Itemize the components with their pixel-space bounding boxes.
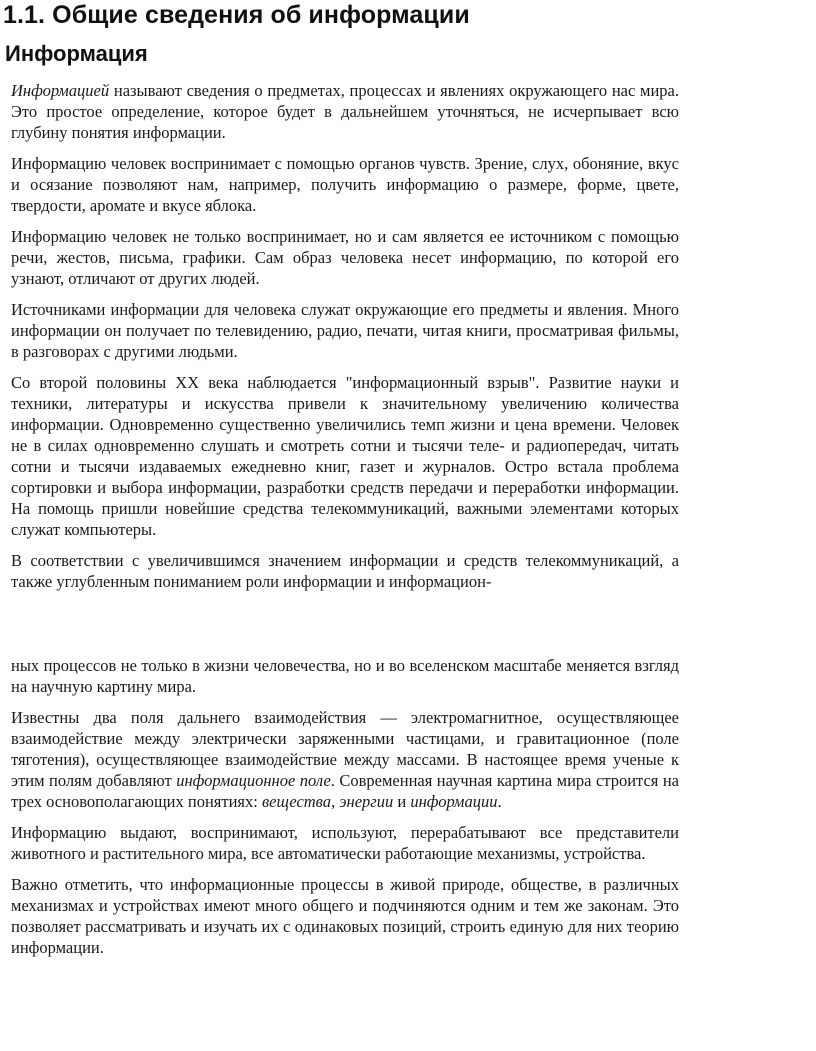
term-information: Информацией [11,81,110,100]
paragraph-3: Информацию человек не только воспринимает, но и сам является ее источником с помощью речи, жестов, письма, графики. Сам образ человека несет информацию, по которой его узнают, отличают от других людей. [11,227,679,288]
section-title: 1.1. Общие сведения об информации [3,1,470,29]
text-block-bottom [11,655,679,958]
paragraph-4: Источниками информации для человека служат окружающие его предметы и явления. Много информации он получает по телевидению, радио, печати, читая книги, просматривая фильмы, в разговорах с другими людьми. [11,300,679,361]
paragraph-7: Известны два поля дальнего взаимодействия — электромагнитное, осуществляющее взаимодействие между электрически заряженными частицами, и гравитационное (поле тяготения), осуществляющее взаимодействие между массами. В настоящее время ученые к этим полям добавляют информационное поле. Современная научная картина мира строится на трех основополагающих понятиях: вещества, энергии и информации. [11,708,679,811]
paragraph-6-end: ных процессов не только в жизни человечества, но и во вселенском масштабе меняется взгляд на научную картину мира. [11,656,679,696]
paragraph-9: Важно отметить, что информационные процессы в живой природе, обществе, в различных механизмах и устройствах имеют много общего и подчиняются одним и тем же законам. Это позволяет рассматривать и изучать их с одинаковых позиций, строить единую для них теорию информации. [11,875,679,957]
term-information-field: информационное поле [176,771,331,790]
term-matter: вещества [261,792,331,811]
paragraph-8: Информацию выдают, воспринимают, используют, перерабатывают все представители животного и растительного мира, все автоматически работающие механизмы, устройства. [11,823,679,863]
section-subtitle: Информация [5,41,148,66]
paragraph-1-text: называют сведения о предметах, процессах и явлениях окружающего нас мира. Это простое определение, которое будет в дальнейшем уточняться, не исчерпывает всю глубину понятия информации. [11,81,679,142]
term-information-2: информации [410,792,498,811]
text-block-top [11,80,679,592]
paragraph-6-start: В соответствии с увеличившимся значением информации и средств телекоммуникаций, а также углубленным пониманием роли информации и информацион- [11,551,679,591]
paragraph-2: Информацию человек воспринимает с помощью органов чувств. Зрение, слух, обоняние, вкус и осязание позволяют нам, например, получить информацию о размере, форме, цвете, твердости, аромате и вкусе яблока. [11,154,679,215]
paragraph-1 [11,80,679,143]
term-energy: энергии [339,792,394,811]
paragraph-5: Со второй половины XX века наблюдается "информационный взрыв". Развитие науки и техники, литературы и искусства привели к значительному увеличению количества информации. Одновременно существенно увеличились темп жизни и цена времени. Человек не в силах одновременно слушать и смотреть сотни и тысячи теле- и радиопередач, читать сотни и тысячи издаваемых ежедневно книг, газет и журналов. Остро встала проблема сортировки и выбора информации, разработки средств передачи и переработки информации. На помощь пришли новейшие средства телекоммуникаций, важными элементами которых служат компьютеры. [11,373,679,539]
